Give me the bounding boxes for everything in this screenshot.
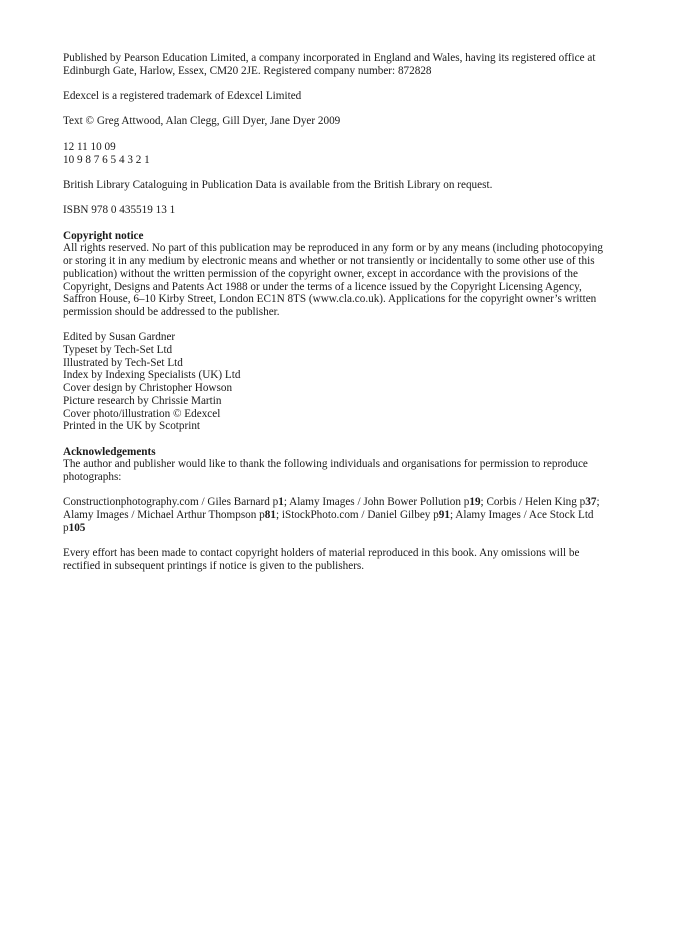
credit-line: Cover photo/illustration © Edexcel — [63, 407, 221, 420]
photo-credit-source: Constructionphotography.com / Giles Barnard p — [63, 496, 279, 509]
photo-credit — [63, 509, 282, 521]
print-years: 12 11 10 09 — [63, 140, 116, 153]
acknowledgements-heading: Acknowledgements — [63, 445, 156, 458]
photo-credit-sep: ; — [480, 496, 487, 509]
text-copyright: Text © Greg Attwood, Alan Clegg, Gill Dyer, Jane Dyer 2009 — [63, 115, 341, 128]
photo-credit-source: Alamy Images / John Bower Pollution p — [289, 496, 470, 509]
cip-notice: British Library Cataloguing in Publication Data is available from the British Library on request. — [63, 178, 493, 191]
photo-credit-source: iStockPhoto.com / Daniel Gilbey p — [281, 509, 439, 522]
photo-credit-source: Alamy Images / Ace Stock Ltd p — [63, 509, 594, 534]
photo-credit-source: Corbis / Helen King p — [486, 496, 586, 509]
photo-credit — [282, 509, 455, 521]
copyright-body: All rights reserved. No part of this publication may be reproduced in any form or by any means (including photocopying or storing it in any medium by electronic means and whether or not transiently or incidentally to some other use of this publication) without the written permission of the copyright owner, except in accordance with the provisions of the Copyright, Designs and Patents Act 1988 or under the terms of a licence issued by the Copyright Licensing Agency, Saffron House, 6–10 Kirby Street, London EC1N 8TS (www.cla.co.uk). Applications for the copyright owner’s written permission should be addressed to the publisher. — [63, 242, 603, 318]
credit-line: Edited by Susan Gardner — [63, 331, 176, 344]
isbn: ISBN 978 0 435519 13 1 — [63, 204, 176, 217]
photo-credit — [486, 496, 599, 508]
photo-credit-source: Alamy Images / Michael Arthur Thompson p — [63, 509, 265, 522]
photo-credit — [63, 496, 289, 508]
acknowledgements-intro: The author and publisher would like to thank the following individuals and organisations for permission to reproduce photographs: — [63, 458, 588, 484]
credit-line: Index by Indexing Specialists (UK) Ltd — [63, 369, 241, 382]
photo-credit-sep: ; — [449, 509, 456, 522]
publisher-notice: Published by Pearson Education Limited, a company incorporated in England and Wales, having its registered office at Edinburgh Gate, Harlow, Essex, CM20 2JE. Registered company number: 872828 — [63, 52, 596, 77]
print-line — [63, 141, 611, 166]
copyright-heading: Copyright notice — [63, 229, 144, 242]
credits-list — [63, 331, 611, 433]
photo-credit — [289, 496, 486, 508]
credit-line: Cover design by Christopher Howson — [63, 382, 233, 395]
acknowledgements-section — [63, 446, 611, 484]
photo-credit-sep: ; — [596, 496, 600, 509]
print-run: 10 9 8 7 6 5 4 3 2 1 — [63, 153, 150, 166]
photo-credit-sep: ; — [283, 496, 290, 509]
credit-line: Printed in the UK by Scotprint — [63, 420, 201, 433]
photo-credit-page: 1 — [278, 496, 284, 509]
photo-credit-page: 105 — [68, 521, 86, 534]
credit-line: Typeset by Tech-Set Ltd — [63, 344, 173, 357]
closing-notice: Every effort has been made to contact copyright holders of material reproduced in this book. Any omissions will be rectified in subsequent printings if notice is given to the publishers. — [63, 547, 580, 572]
credit-line: Illustrated by Tech-Set Ltd — [63, 356, 183, 369]
trademark-notice: Edexcel is a registered trademark of Edexcel Limited — [63, 90, 302, 103]
photo-credit-page: 81 — [264, 509, 276, 522]
credit-line: Picture research by Chrissie Martin — [63, 394, 222, 407]
copyright-section — [63, 230, 611, 319]
photo-credits — [63, 496, 611, 534]
photo-credit-sep: ; — [275, 509, 282, 522]
photo-credit-page: 19 — [469, 496, 481, 509]
photo-credit-page: 37 — [585, 496, 597, 509]
photo-credit-page: 91 — [438, 509, 450, 522]
imprint-page — [63, 52, 611, 585]
